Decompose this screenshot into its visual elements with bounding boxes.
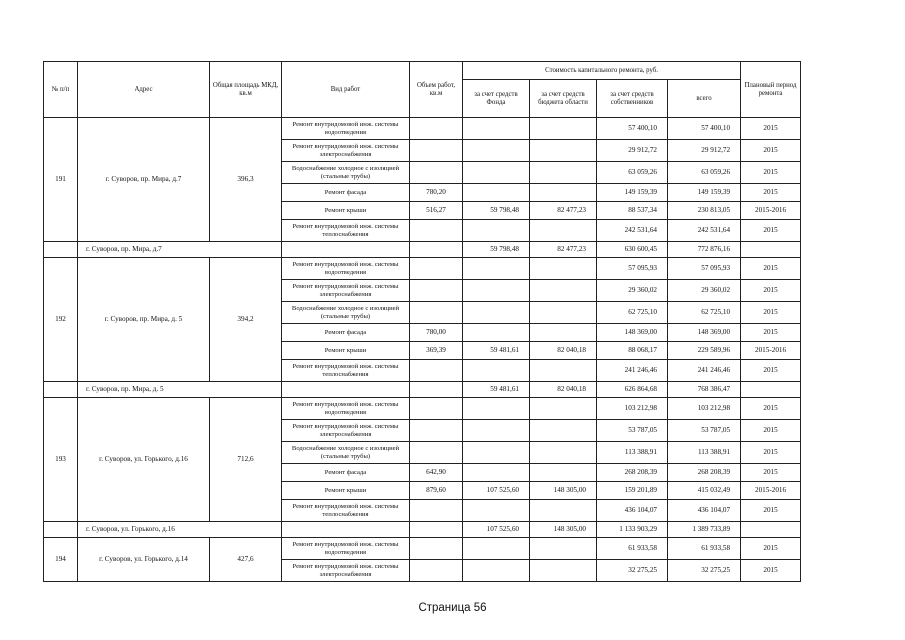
period-cell: 2015 [741,302,801,324]
volume-cell [410,220,463,242]
col-area-header: Общая площадь МКД, кв.м [210,62,282,118]
work-type-cell: Ремонт внутридомовой инж. системы водоотведения [282,258,410,280]
period-cell: 2015 [741,184,801,202]
volume-cell [410,118,463,140]
subtotal-blank-cell [741,382,801,398]
subtotal-fund-cell: 59 798,48 [463,242,530,258]
period-cell: 2015 [741,442,801,464]
fund-cell [463,442,530,464]
owners-cell: 63 059,26 [597,162,668,184]
table-row [44,258,801,280]
regional-cell: 82 040,18 [530,342,597,360]
page-number: Страница 56 [418,602,487,614]
fund-cell [463,324,530,342]
subtotal-regional-cell: 148 305,00 [530,522,597,538]
regional-cell [530,442,597,464]
volume-cell [410,302,463,324]
period-cell: 2015 [741,398,801,420]
fund-cell [463,118,530,140]
work-type-cell: Ремонт внутридомовой инж. системы электроснабжения [282,560,410,582]
owners-cell: 29 360,02 [597,280,668,302]
col-fund-header: за счет средств Фонда [463,80,530,118]
fund-cell: 107 525,60 [463,482,530,500]
period-cell: 2015 [741,360,801,382]
owners-cell: 103 212,98 [597,398,668,420]
total-cell: 241 246,46 [668,360,741,382]
owners-cell: 113 388,91 [597,442,668,464]
volume-cell: 516,27 [410,202,463,220]
owners-cell: 88 537,34 [597,202,668,220]
subtotal-blank-cell [282,522,410,538]
regional-cell [530,118,597,140]
col-address-header: Адрес [78,62,210,118]
table-body [44,118,801,582]
owners-cell: 149 159,39 [597,184,668,202]
owners-cell: 436 104,07 [597,500,668,522]
work-type-cell: Ремонт фасада [282,464,410,482]
total-cell: 149 159,39 [668,184,741,202]
period-cell: 2015 [741,464,801,482]
regional-cell [530,420,597,442]
volume-cell [410,442,463,464]
volume-cell: 369,39 [410,342,463,360]
address-cell: г. Суворов, пр. Мира, д. 5 [78,258,210,382]
subtotal-address-cell: г. Суворов, ул. Горького, д.16 [78,522,282,538]
volume-cell [410,538,463,560]
regional-cell [530,500,597,522]
subtotal-blank-cell [44,382,78,398]
area-cell: 394,2 [210,258,282,382]
regional-cell [530,162,597,184]
subtotal-address-cell: г. Суворов, пр. Мира, д.7 [78,242,282,258]
regional-cell [530,360,597,382]
owners-cell: 57 400,10 [597,118,668,140]
subtotal-row [44,382,801,398]
total-cell: 113 388,91 [668,442,741,464]
owners-cell: 57 095,93 [597,258,668,280]
owners-cell: 268 208,39 [597,464,668,482]
subtotal-row [44,242,801,258]
subtotal-total-cell: 1 389 733,89 [668,522,741,538]
total-cell: 268 208,39 [668,464,741,482]
row-number-cell: 191 [44,118,78,242]
fund-cell [463,560,530,582]
col-volume-header: Объем работ, кв.м [410,62,463,118]
total-cell: 103 212,98 [668,398,741,420]
regional-cell [530,560,597,582]
volume-cell [410,420,463,442]
col-work-header: Вид работ [282,62,410,118]
fund-cell [463,140,530,162]
col-cost-group-header: Стоимость капитального ремонта, руб. [463,62,741,80]
work-type-cell: Ремонт внутридомовой инж. системы электроснабжения [282,140,410,162]
subtotal-row [44,522,801,538]
row-number-cell: 193 [44,398,78,522]
subtotal-blank-cell [410,242,463,258]
period-cell: 2015 [741,258,801,280]
total-cell: 61 933,58 [668,538,741,560]
fund-cell [463,162,530,184]
regional-cell [530,258,597,280]
subtotal-owners-cell: 1 133 903,29 [597,522,668,538]
subtotal-fund-cell: 107 525,60 [463,522,530,538]
work-type-cell: Ремонт внутридомовой инж. системы водоотведения [282,398,410,420]
regional-cell: 148 305,00 [530,482,597,500]
subtotal-blank-cell [282,382,410,398]
period-cell: 2015 [741,118,801,140]
total-cell: 230 813,05 [668,202,741,220]
total-cell: 57 095,93 [668,258,741,280]
owners-cell: 32 275,25 [597,560,668,582]
work-type-cell: Ремонт внутридомовой инж. системы электроснабжения [282,280,410,302]
total-cell: 229 589,96 [668,342,741,360]
work-type-cell: Водоснабжение холодное с изоляцией (стальные трубы) [282,302,410,324]
total-cell: 29 912,72 [668,140,741,162]
owners-cell: 29 912,72 [597,140,668,162]
fund-cell [463,184,530,202]
table-row [44,398,801,420]
address-cell: г. Суворов, ул. Горького, д.16 [78,398,210,522]
subtotal-blank-cell [741,242,801,258]
fund-cell [463,220,530,242]
period-cell: 2015 [741,280,801,302]
row-number-cell: 194 [44,538,78,582]
work-type-cell: Водоснабжение холодное с изоляцией (стальные трубы) [282,162,410,184]
owners-cell: 61 933,58 [597,538,668,560]
owners-cell: 62 725,10 [597,302,668,324]
total-cell: 57 400,10 [668,118,741,140]
subtotal-total-cell: 768 386,47 [668,382,741,398]
owners-cell: 53 787,05 [597,420,668,442]
volume-cell [410,140,463,162]
work-type-cell: Ремонт крыши [282,202,410,220]
work-type-cell: Ремонт крыши [282,342,410,360]
fund-cell [463,258,530,280]
area-cell: 427,6 [210,538,282,582]
regional-cell [530,464,597,482]
period-cell: 2015 [741,324,801,342]
total-cell: 242 531,64 [668,220,741,242]
volume-cell [410,398,463,420]
regional-cell [530,140,597,162]
subtotal-blank-cell [44,242,78,258]
period-cell: 2015 [741,162,801,184]
subtotal-blank-cell [410,382,463,398]
address-cell: г. Суворов, пр. Мира, д.7 [78,118,210,242]
period-cell: 2015-2016 [741,342,801,360]
period-cell: 2015 [741,500,801,522]
total-cell: 32 275,25 [668,560,741,582]
volume-cell [410,162,463,184]
regional-cell: 82 477,23 [530,202,597,220]
work-type-cell: Ремонт внутридомовой инж. системы теплоснабжения [282,500,410,522]
fund-cell [463,302,530,324]
volume-cell: 780,00 [410,324,463,342]
work-type-cell: Ремонт внутридомовой инж. системы водоотведения [282,538,410,560]
work-type-cell: Ремонт внутридомовой инж. системы теплоснабжения [282,220,410,242]
total-cell: 436 104,07 [668,500,741,522]
owners-cell: 159 201,89 [597,482,668,500]
total-cell: 53 787,05 [668,420,741,442]
volume-cell: 879,60 [410,482,463,500]
period-cell: 2015-2016 [741,202,801,220]
address-cell: г. Суворов, ул. Горького, д.14 [78,538,210,582]
volume-cell [410,560,463,582]
col-owners-header: за счет средств собственников [597,80,668,118]
work-type-cell: Ремонт внутридомовой инж. системы теплоснабжения [282,360,410,382]
fund-cell [463,398,530,420]
period-cell: 2015 [741,420,801,442]
subtotal-blank-cell [44,522,78,538]
owners-cell: 242 531,64 [597,220,668,242]
volume-cell [410,258,463,280]
total-cell: 415 032,49 [668,482,741,500]
regional-cell [530,280,597,302]
volume-cell: 642,90 [410,464,463,482]
fund-cell [463,538,530,560]
subtotal-blank-cell [282,242,410,258]
subtotal-blank-cell [741,522,801,538]
volume-cell [410,500,463,522]
fund-cell [463,360,530,382]
fund-cell [463,464,530,482]
total-cell: 148 369,00 [668,324,741,342]
regional-cell [530,398,597,420]
row-number-cell: 192 [44,258,78,382]
area-cell: 396,3 [210,118,282,242]
subtotal-owners-cell: 626 864,68 [597,382,668,398]
period-cell: 2015 [741,220,801,242]
volume-cell [410,360,463,382]
period-cell: 2015 [741,538,801,560]
work-type-cell: Ремонт фасада [282,184,410,202]
volume-cell: 780,20 [410,184,463,202]
regional-cell [530,184,597,202]
work-type-cell: Водоснабжение холодное с изоляцией (стальные трубы) [282,442,410,464]
period-cell: 2015 [741,140,801,162]
owners-cell: 88 068,17 [597,342,668,360]
work-type-cell: Ремонт крыши [282,482,410,500]
subtotal-address-cell: г. Суворов, пр. Мира, д. 5 [78,382,282,398]
total-cell: 63 059,26 [668,162,741,184]
fund-cell [463,420,530,442]
work-type-cell: Ремонт внутридомовой инж. системы электроснабжения [282,420,410,442]
subtotal-total-cell: 772 876,16 [668,242,741,258]
subtotal-regional-cell: 82 477,23 [530,242,597,258]
total-cell: 29 360,02 [668,280,741,302]
col-regional-header: за счет средств бюджета области [530,80,597,118]
total-cell: 62 725,10 [668,302,741,324]
subtotal-fund-cell: 59 481,61 [463,382,530,398]
fund-cell [463,500,530,522]
col-total-header: всего [668,80,741,118]
owners-cell: 241 246,46 [597,360,668,382]
regional-cell [530,220,597,242]
fund-cell: 59 481,61 [463,342,530,360]
subtotal-regional-cell: 82 040,18 [530,382,597,398]
period-cell: 2015 [741,560,801,582]
fund-cell: 59 798,48 [463,202,530,220]
period-cell: 2015-2016 [741,482,801,500]
document-sheet [43,61,801,582]
regional-cell [530,302,597,324]
work-type-cell: Ремонт фасада [282,324,410,342]
regional-cell [530,324,597,342]
volume-cell [410,280,463,302]
regional-cell [530,538,597,560]
col-num-header: № п/п [44,62,78,118]
area-cell: 712,6 [210,398,282,522]
owners-cell: 148 369,00 [597,324,668,342]
col-period-header: Плановый период ремонта [741,62,801,118]
work-type-cell: Ремонт внутридомовой инж. системы водоотведения [282,118,410,140]
table-row [44,118,801,140]
table-row [44,538,801,560]
subtotal-blank-cell [410,522,463,538]
fund-cell [463,280,530,302]
capital-repair-table [43,61,801,582]
subtotal-owners-cell: 630 600,45 [597,242,668,258]
